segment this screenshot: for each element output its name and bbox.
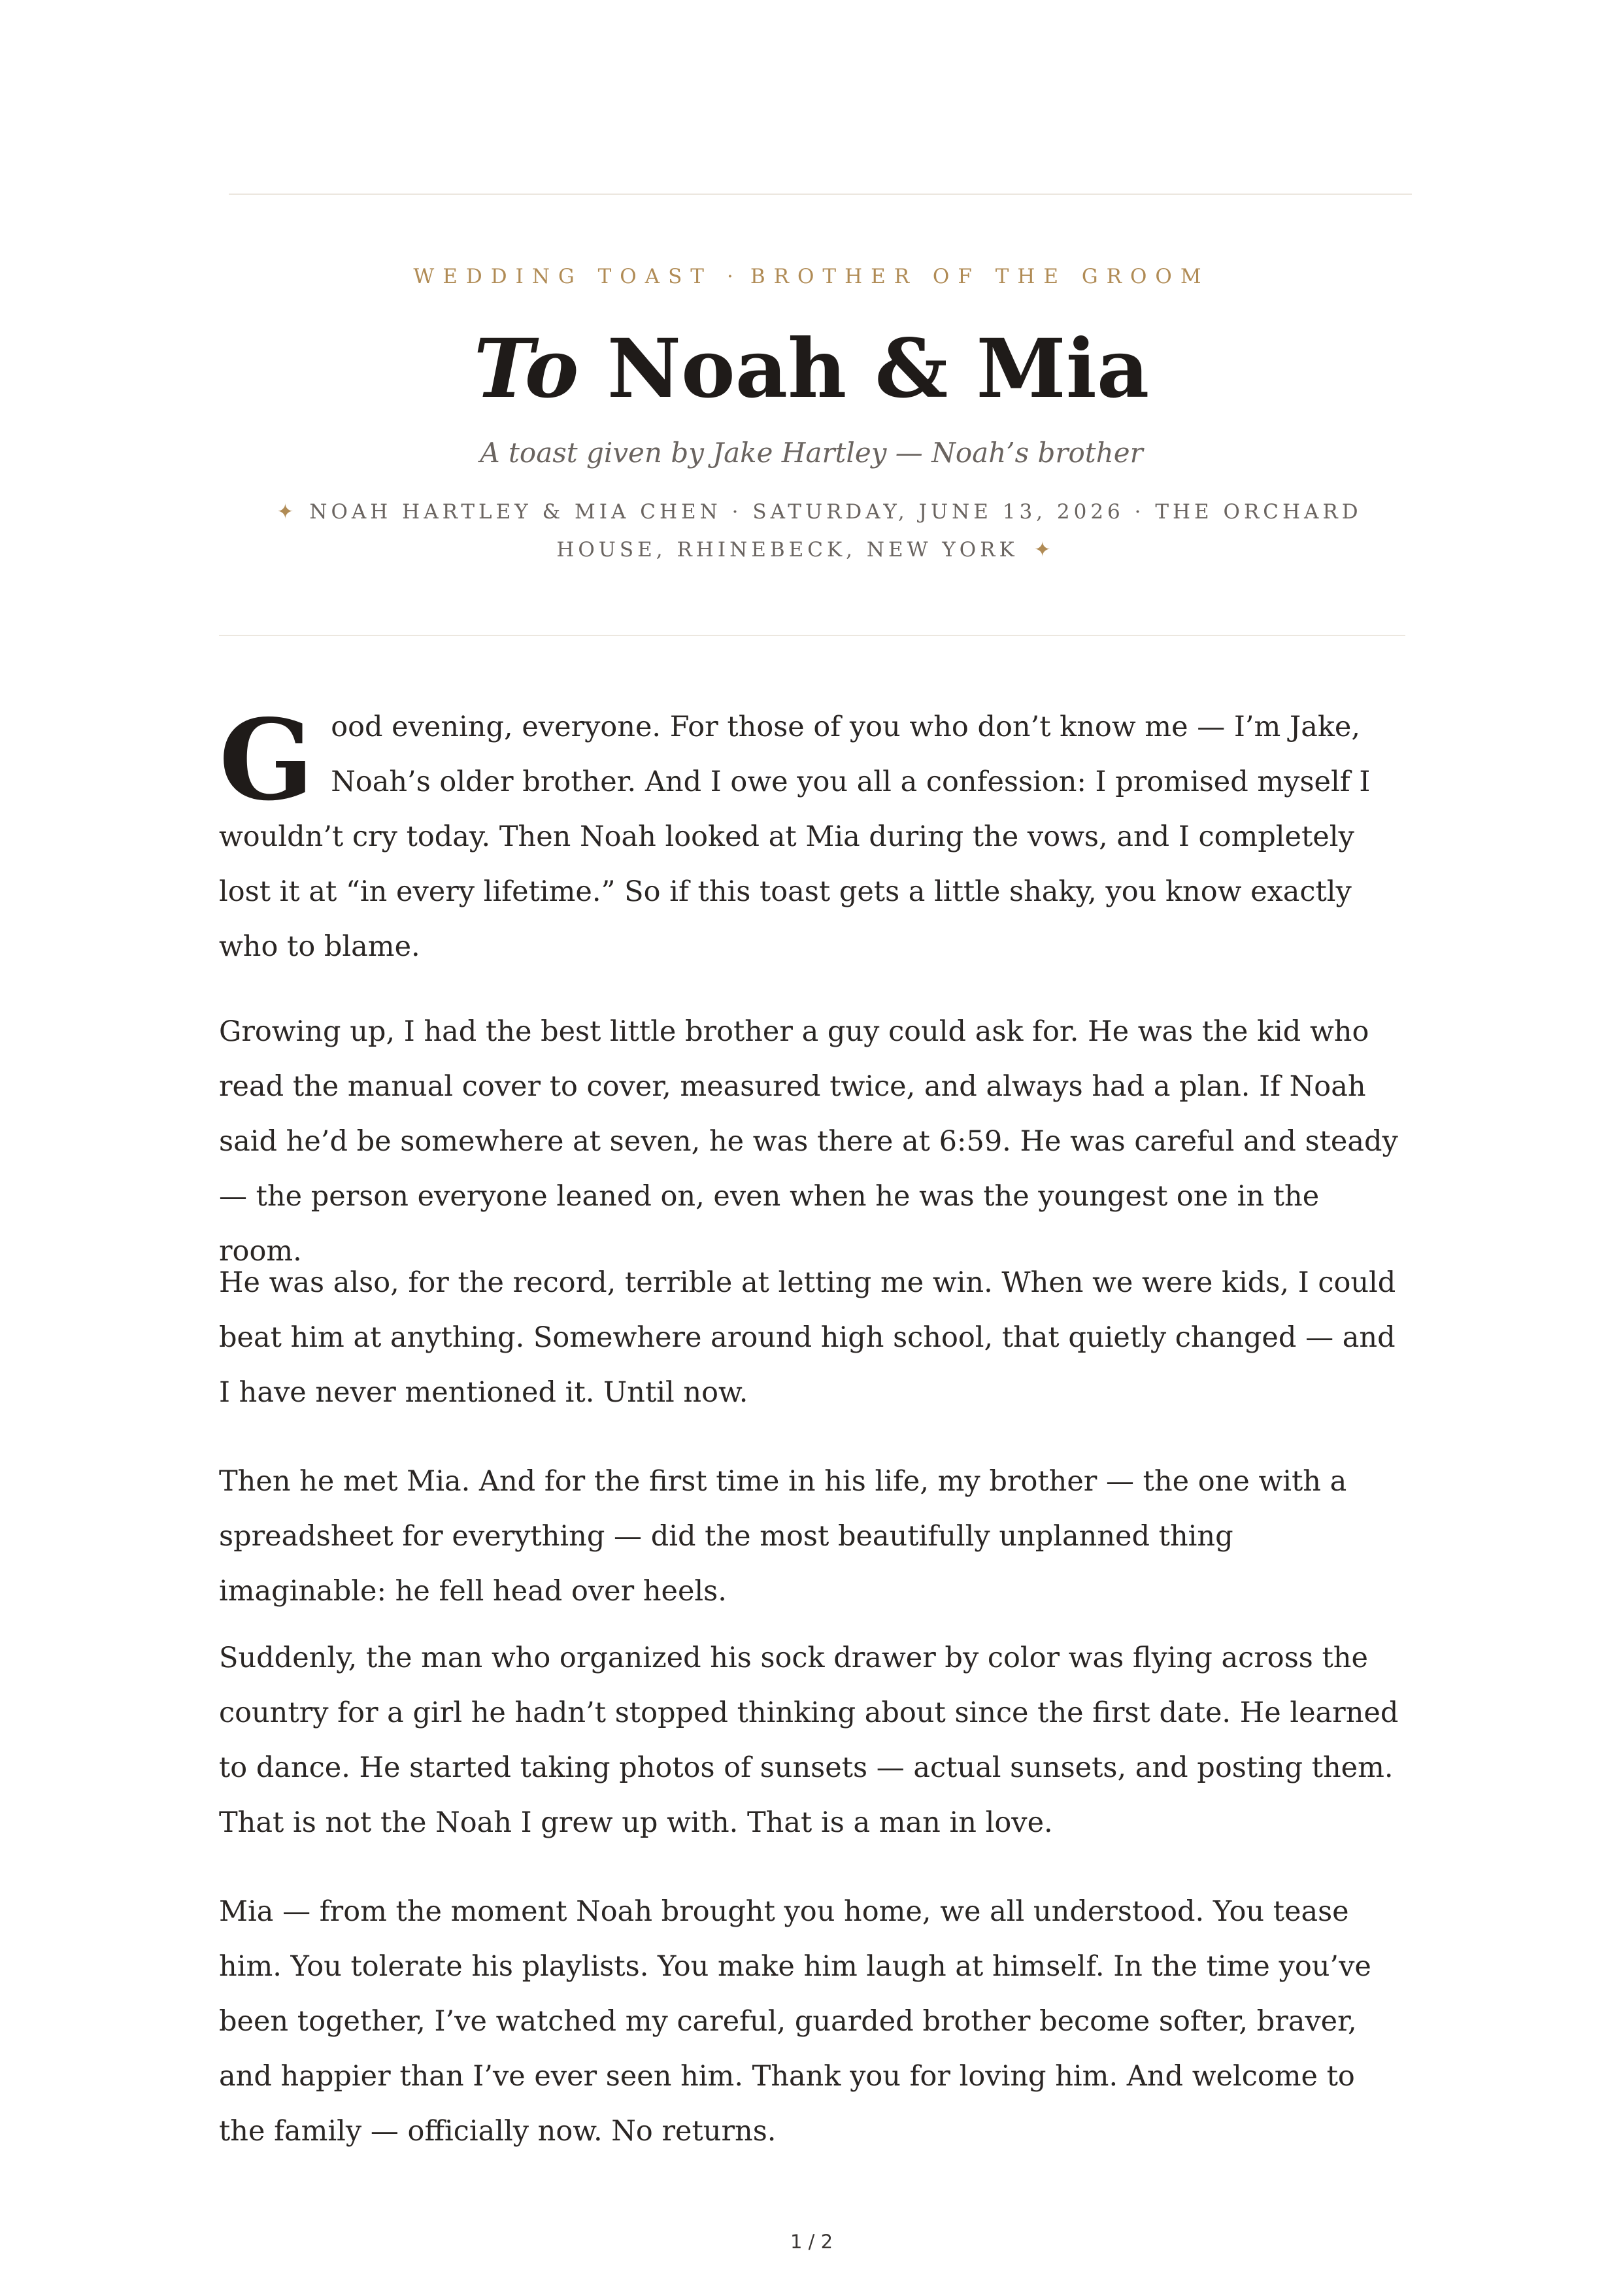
eyebrow-label xyxy=(0,265,1623,288)
ornament-star-icon: ✦ xyxy=(1033,538,1051,562)
toast-paragraph: He was also, for the record, terrible at letting me win. When we were kids, I could beat him at anything. Somewhere around high school, that quietly changed — and I have never mentioned it. Until now. xyxy=(219,1266,1396,1409)
toast-paragraph: Then he met Mia. And for the first time in his life, my brother — the one with a spreadsheet for everything — did the most beautifully unplanned thing imaginable: he fell head over heels. xyxy=(219,1465,1347,1608)
page-indicator: 1 / 2 xyxy=(790,2231,833,2253)
eyebrow-right: BROTHER OF THE GROOM xyxy=(750,265,1210,288)
ornament-star-icon: ✦ xyxy=(276,500,294,524)
toast-paragraph: Suddenly, the man who organized his sock drawer by color was flying across the country for a girl he hadn’t stopped thinking about since the first date. He learned to dance. He started taking photos of sunsets — actual sunsets, and posting them. That is not the Noah I grew up with. That is a man in love. xyxy=(219,1642,1399,1839)
toast-paragraph: Mia — from the moment Noah brought you home, we all understood. You tease him. You tolerate his playlists. You make him laugh at himself. In the time you’ve been together, I’ve watched my careful, guarded brother become softer, braver, and happier than I’ve ever seen him. Thank you for loving him. And welcome to the family — officially now. No returns. xyxy=(219,1895,1371,2148)
eyebrow-separator: · xyxy=(727,265,733,288)
top-divider xyxy=(229,194,1412,195)
paragraph-text: ood evening, everyone. For those of you who don’t know me — I’m Jake, Noah’s older brother. And I owe you all a confession: I promised myself I wouldn’t cry today. Then Noah looked at Mia during the vows, and I completely lost it at “in every lifetime.” So if this toast gets a little shaky, you know exactly who to blame. xyxy=(219,711,1371,963)
drop-cap: G xyxy=(219,695,314,826)
event-details xyxy=(242,493,1381,569)
eyebrow-left: WEDDING TOAST xyxy=(413,265,712,288)
event-details-text: NOAH HARTLEY & MIA CHEN · SATURDAY, JUNE 13, 2026 · THE ORCHARD HOUSE, RHINEBECK, NEW YORK xyxy=(309,500,1362,562)
title-to: To xyxy=(473,322,579,416)
subtitle: A toast given by Jake Hartley — Noah’s brother xyxy=(480,437,1143,469)
title-names: Noah & Mia xyxy=(607,322,1150,416)
header-divider xyxy=(219,635,1405,636)
page-title xyxy=(0,320,1623,418)
toast-paragraph xyxy=(219,695,1409,974)
toast-paragraph: Growing up, I had the best little brother a guy could ask for. He was the kid who read the manual cover to cover, measured twice, and always had a plan. If Noah said he’d be somewhere at seven, he was there at 6:59. He was careful and steady — the person everyone leaned on, even when he was the youngest one in the room. xyxy=(219,1015,1398,1268)
